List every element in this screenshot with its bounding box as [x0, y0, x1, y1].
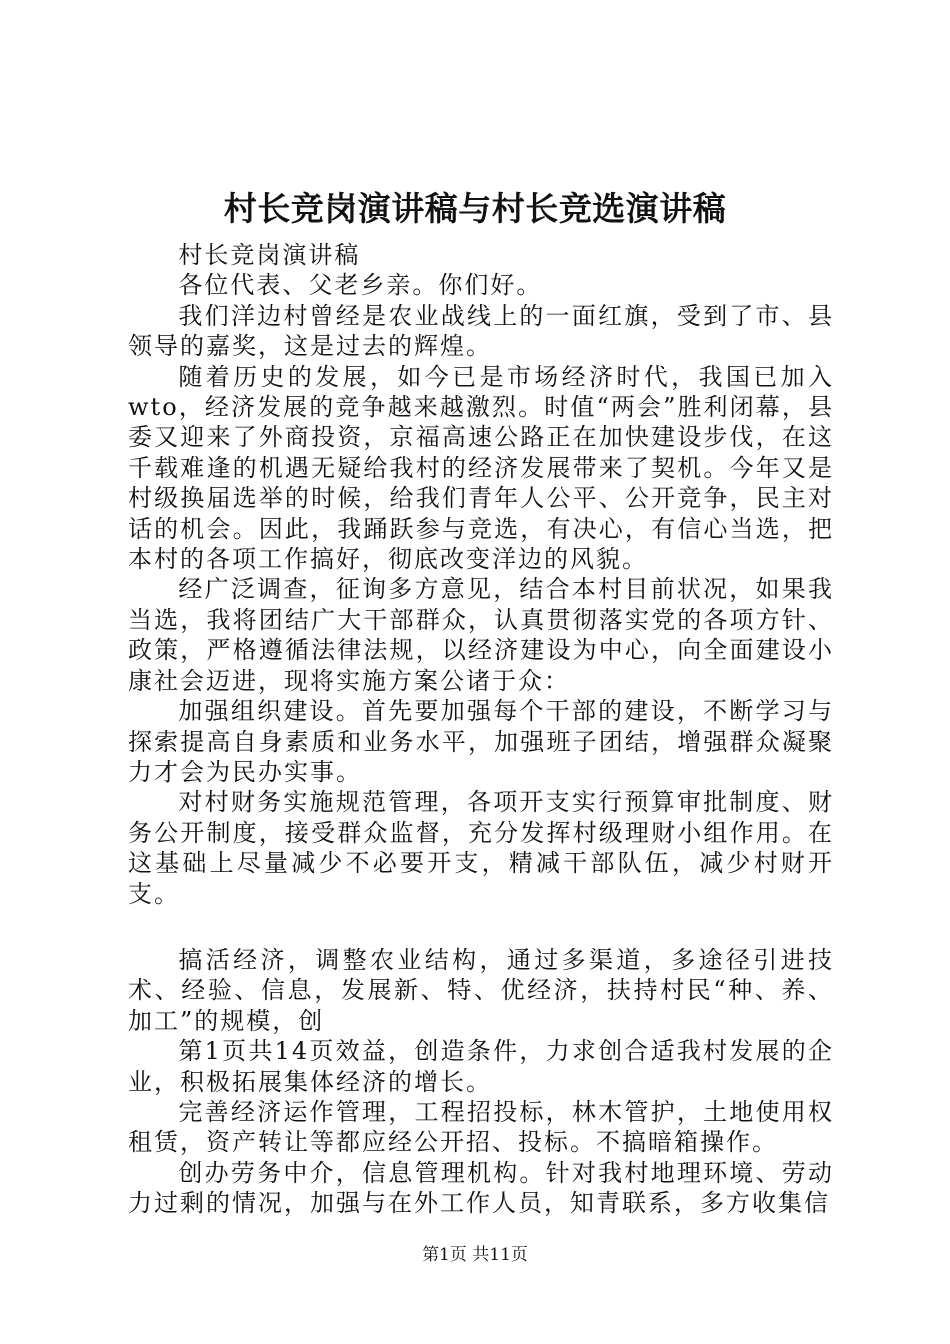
blank-line [128, 909, 834, 945]
document-title: 村长竞岗演讲稿与村长竞选演讲稿 [223, 189, 727, 228]
paragraph: 随着历史的发展，如今已是市场经济时代，我国已加入wto，经济发展的竞争越来越激烈。时值“两会”胜利闭幕，县委又迎来了外商投资，京福高速公路正在加快建设步伐，在这千载难逢的机遇无疑给我村的经济发展带来了契机。今年又是村级换届选举的时候，给我们青年人公平、公开竞争，民主对话的机会。因此，我踊跃参与竞选，有决心，有信心当选，把本村的各项工作搞好，彻底改变洋边的风貌。 [128, 362, 834, 574]
paragraph: 对村财务实施规范管理，各项开支实行预算审批制度、财务公开制度，接受群众监督，充分发挥村级理财小组作用。在这基础上尽量减少不必要开支，精减干部队伍，减少村财开支。 [128, 788, 834, 908]
paragraph: 创办劳务中介，信息管理机构。针对我村地理环境、劳动力过剩的情况，加强与在外工作人员，知青联系，多方收集信 [128, 1158, 834, 1218]
paragraph-heading: 村长竞岗演讲稿 [178, 241, 361, 269]
paragraph: 加强组织建设。首先要加强每个干部的建设，不断学习与探索提高自身素质和业务水平，加强班子团结，增强群众凝聚力才会为民办实事。 [128, 697, 834, 786]
paragraph: 第1页共14页效益，创造条件，力求创合适我村发展的企业，积极拓展集体经济的增长。 [128, 1037, 834, 1096]
paragraph-greeting: 各位代表、父老乡亲。你们好。 [178, 271, 543, 300]
document-body [128, 240, 834, 1219]
page-footer: 第1页 共11页 [422, 1245, 528, 1265]
paragraph: 完善经济运作管理，工程招投标，林木管护，土地使用权租赁，资产转让等都应经公开招、投标。不搞暗箱操作。 [128, 1097, 834, 1157]
paragraph: 经广泛调查，征询多方意见，结合本村目前状况，如果我当选，我将团结广大干部群众，认真贯彻落实党的各项方针、政策，严格遵循法律法规，以经济建设为中心，向全面建设小康社会迈进，现将实施方案公诸于众： [128, 575, 834, 695]
paragraph: 搞活经济，调整农业结构，通过多渠道，多途径引进技术、经验、信息，发展新、特、优经济，扶持村民“种、养、加工”的规模，创 [128, 945, 834, 1035]
paragraph: 我们洋边村曾经是农业战线上的一面红旗，受到了市、县领导的嘉奖，这是过去的辉煌。 [128, 301, 834, 361]
